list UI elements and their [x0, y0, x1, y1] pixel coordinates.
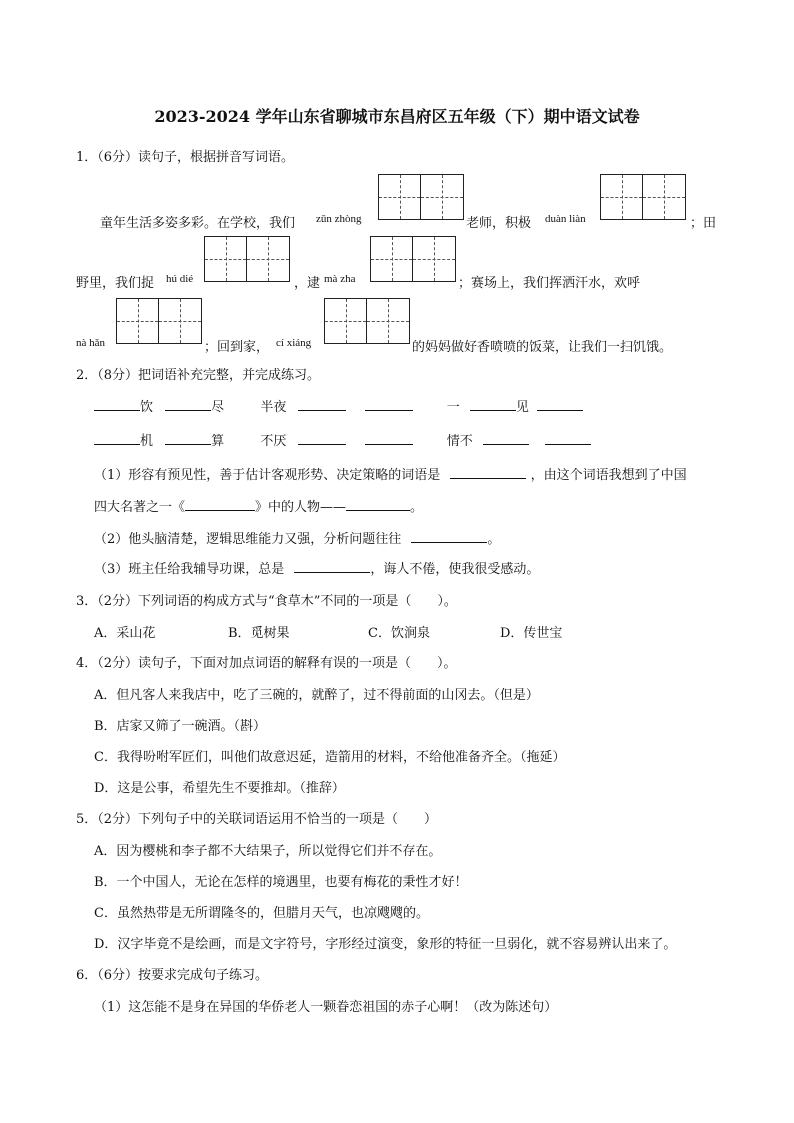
q2-sub1-line2	[94, 496, 423, 515]
q2-blank[interactable]	[365, 397, 413, 411]
q2-blank[interactable]	[545, 431, 591, 445]
q1-line2-text-c: ；赛场上，我们挥洒汗水，欢呼	[458, 276, 641, 291]
q1-line3-text-b: 的妈妈做好香喷喷的饭菜，让我们一扫饥饿。	[412, 340, 673, 355]
q1-line1-text-b: 老师，积极	[466, 216, 532, 231]
q2-blank[interactable]	[165, 431, 211, 445]
q5-option-a[interactable]: A．因为樱桃和李子都不大结果子，所以觉得它们并不存在。	[94, 844, 442, 859]
q4-option-c[interactable]: C．我得吩咐军匠们，叫他们故意迟延，造箭用的材料，不给他准备齐全。（拖延）	[94, 750, 566, 765]
q2-blank[interactable]	[165, 397, 211, 411]
q1-line2-text-a: 野里，我们捉	[76, 276, 155, 291]
q2-word-part: 情不	[446, 434, 473, 449]
q2-blank[interactable]	[365, 431, 413, 445]
q2-sub2-text: （2）他头脑清楚，逻辑思维能力又强，分析问题往往	[94, 532, 402, 547]
q1-pinyin-4: mà zha	[324, 273, 356, 285]
q1-pinyin-2: duàn liàn	[545, 213, 586, 225]
q2-word-part: 一	[446, 400, 460, 415]
q1-line3-text-a: ；回到家，	[204, 340, 270, 355]
q6-sub1: （1）这怎能不是身在异国的华侨老人一颗眷恋祖国的赤子心啊！（改为陈述句）	[94, 1000, 558, 1015]
q2-word-part: 尽	[211, 400, 225, 415]
q5-option-b[interactable]: B．一个中国人，无论在怎样的境遇里，也要有梅花的秉性才好！	[94, 875, 468, 890]
q2-blank[interactable]	[94, 397, 140, 411]
q2-sub1-blank[interactable]	[450, 465, 526, 479]
q3-option-b[interactable]: B．觅树果	[228, 626, 290, 641]
q4-option-a[interactable]: A．但凡客人来我店中，吃了三碗的，就醉了，过不得前面的山冈去。（但是）	[94, 688, 539, 703]
q2-word-part: 饮	[140, 400, 154, 415]
q2-book-blank[interactable]	[185, 497, 255, 511]
q4-option-d[interactable]: D．这是公事，希望先生不要推却。（推辞）	[94, 781, 345, 796]
q2-sub3	[94, 558, 539, 577]
q1-heading: 1．（6分）读句子，根据拼音写词语。	[76, 150, 295, 165]
q5-option-d[interactable]: D．汉字毕竟不是绘画，而是文字符号，字形经过演变，象形的特征一旦弱化，就不容易辨认出来了。	[94, 937, 677, 952]
q2-blank[interactable]	[298, 431, 346, 445]
q2-sub2	[94, 528, 500, 547]
q1-pinyin-6: cí xiáng	[276, 337, 312, 349]
q1-answer-boxes-1[interactable]	[378, 174, 464, 220]
q2-blank[interactable]	[94, 431, 140, 445]
q4-heading: 4．（2分）读句子，下面对加点词语的解释有误的一项是（ ）。	[76, 656, 457, 671]
page-title: 2023-2024 学年山东省聊城市东昌府区五年级（下）期中语文试卷	[154, 107, 640, 126]
q2-blank[interactable]	[483, 431, 529, 445]
q2-row2	[94, 430, 591, 449]
q2-word-part: 半夜	[260, 400, 287, 415]
q1-answer-boxes-3[interactable]	[204, 236, 290, 282]
q2-person-blank[interactable]	[346, 497, 410, 511]
q1-line1-text-c: ；田	[690, 216, 717, 231]
q2-sub3-text: （3）班主任给我辅导功课，总是	[94, 562, 285, 577]
q2-sub1-text-b: ，由这个词语我想到了中国	[530, 468, 687, 483]
q3-heading: 3．（2分）下列词语的构成方式与“食草木”不同的一项是（ ）。	[76, 594, 457, 609]
q1-line1-text-a: 童年生活多姿多彩。在学校，我们	[100, 216, 296, 231]
q2-word-part: 不厌	[260, 434, 287, 449]
q2-sub2-text-b: 。	[487, 532, 501, 547]
q2-word-part: 机	[140, 434, 154, 449]
q1-pinyin-3: hú dié	[166, 273, 194, 285]
q2-word-part: 算	[211, 434, 225, 449]
q5-heading: 5．（2分）下列句子中的关联词语运用不恰当的一项是（ ）	[76, 812, 438, 827]
q3-option-a[interactable]: A．采山花	[94, 626, 156, 641]
q2-blank[interactable]	[537, 397, 583, 411]
q2-blank[interactable]	[470, 397, 516, 411]
q1-answer-boxes-6[interactable]	[324, 298, 410, 344]
q2-sub1-text-e: 。	[410, 500, 424, 515]
q2-sub1-line1	[94, 464, 687, 483]
q3-option-c[interactable]: C．饮涧泉	[368, 626, 430, 641]
q6-heading: 6．（6分）按要求完成句子练习。	[76, 968, 269, 983]
q1-pinyin-5: nà hǎn	[76, 337, 106, 349]
q2-sub1-text-d: 》中的人物——	[255, 500, 347, 515]
q2-sub3-blank[interactable]	[294, 559, 370, 573]
q2-blank[interactable]	[298, 397, 346, 411]
q2-row1	[94, 396, 583, 415]
q3-option-d[interactable]: D．传世宝	[500, 626, 563, 641]
q1-pinyin-1: zūn zhòng	[316, 213, 362, 225]
q1-line2-text-b: ，逮	[294, 276, 321, 291]
q2-word-part: 见	[515, 400, 529, 415]
q2-sub1-text-c: 四大名著之一《	[94, 500, 186, 515]
q1-answer-boxes-5[interactable]	[116, 298, 202, 344]
q2-sub3-text-b: ，诲人不倦，使我很受感动。	[370, 562, 540, 577]
q4-option-b[interactable]: B．店家又筛了一碗酒。（斟）	[94, 719, 267, 734]
q1-answer-boxes-2[interactable]	[600, 174, 686, 220]
q5-option-c[interactable]: C．虽然热带是无所谓隆冬的，但腊月天气，也凉飕飕的。	[94, 906, 429, 921]
q2-heading: 2．（8分）把词语补充完整，并完成练习。	[76, 368, 321, 383]
q1-answer-boxes-4[interactable]	[370, 236, 456, 282]
q2-sub2-blank[interactable]	[411, 529, 487, 543]
q2-sub1-text: （1）形容有预见性，善于估计客观形势、决定策略的词语是	[94, 468, 441, 483]
